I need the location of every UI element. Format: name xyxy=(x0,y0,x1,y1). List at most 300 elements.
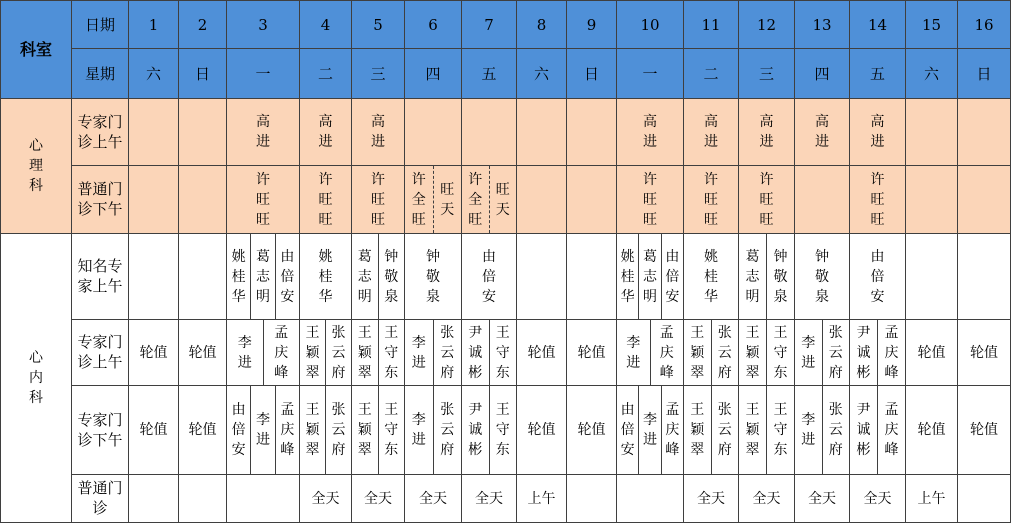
split-part xyxy=(227,386,250,474)
schedule-cell xyxy=(617,386,684,475)
weekday-cell: 四 xyxy=(795,49,850,99)
duty-name: 旺天 xyxy=(440,181,455,218)
split-part xyxy=(795,320,822,385)
split-part xyxy=(325,386,351,474)
duty-name: 轮值 xyxy=(139,422,168,438)
duty-name: 钟敬泉 xyxy=(815,248,829,305)
weekday-cell: 六 xyxy=(517,49,567,99)
date-cell: 14 xyxy=(850,1,906,49)
duty-name: 张云府 xyxy=(440,324,455,381)
schedule-cell xyxy=(684,320,739,386)
split-cell xyxy=(227,234,299,319)
split-part xyxy=(227,320,263,385)
schedule-cell xyxy=(352,99,405,166)
split-part xyxy=(325,320,351,385)
split-part xyxy=(684,386,711,474)
schedule-cell xyxy=(958,234,1011,320)
duty-name: 王颖翠 xyxy=(357,402,372,458)
date-cell: 6 xyxy=(405,1,462,49)
split-cell xyxy=(462,386,516,474)
schedule-cell xyxy=(462,386,517,475)
schedule-cell xyxy=(795,386,850,475)
duty-name: 王颖翠 xyxy=(305,402,320,458)
schedule-cell xyxy=(405,386,462,475)
split-cell xyxy=(684,320,738,385)
split-part xyxy=(352,386,378,474)
split-cell xyxy=(739,320,794,385)
duty-name: 轮值 xyxy=(527,422,556,438)
duty-name: 张云府 xyxy=(331,324,346,381)
duty-name: 上午 xyxy=(917,490,946,507)
duty-name: 全天 xyxy=(863,490,892,507)
schedule-cell xyxy=(405,475,462,523)
schedule-row xyxy=(1,475,1011,523)
duty-name: 王颖翠 xyxy=(305,324,320,381)
split-part xyxy=(739,320,766,385)
split-part xyxy=(822,320,850,385)
duty-name: 上午 xyxy=(527,490,556,507)
duty-name: 轮值 xyxy=(917,422,946,438)
schedule-row xyxy=(1,234,1011,320)
duty-name: 全天 xyxy=(364,490,392,507)
department-name xyxy=(1,99,72,234)
split-cell xyxy=(227,386,299,474)
schedule-cell xyxy=(129,320,179,386)
schedule-cell xyxy=(462,166,517,234)
duty-name: 由倍安 xyxy=(665,248,680,305)
duty-name: 王颖翠 xyxy=(690,402,705,458)
duty-name: 李进 xyxy=(255,412,270,448)
split-cell xyxy=(227,320,299,385)
schedule-cell xyxy=(517,386,567,475)
split-part xyxy=(711,320,739,385)
duty-name: 姚桂华 xyxy=(231,248,246,305)
weekday-cell: 日 xyxy=(179,49,227,99)
schedule-cell xyxy=(462,99,517,166)
split-part xyxy=(711,386,739,474)
duty-name: 李进 xyxy=(411,334,426,371)
schedule-body xyxy=(1,1,1011,523)
split-part xyxy=(661,386,683,474)
split-part xyxy=(275,234,299,319)
duty-name: 葛志明 xyxy=(642,248,657,305)
split-cell xyxy=(405,166,461,233)
split-part xyxy=(250,386,274,474)
slot-label-text: 专家门诊上午 xyxy=(77,112,123,151)
date-cell: 12 xyxy=(739,1,795,49)
split-part xyxy=(850,386,877,474)
duty-name: 轮值 xyxy=(188,344,217,361)
weekday-cell: 六 xyxy=(906,49,958,99)
schedule-cell xyxy=(179,166,227,234)
duty-name: 钟敬泉 xyxy=(773,248,788,305)
duty-name: 王守东 xyxy=(384,324,399,381)
schedule-cell xyxy=(300,386,352,475)
duty-name: 高进 xyxy=(704,114,718,150)
split-cell xyxy=(352,320,404,385)
split-part xyxy=(405,386,433,474)
schedule-cell xyxy=(795,320,850,386)
duty-name: 许旺旺 xyxy=(870,171,885,228)
duty-name: 葛志明 xyxy=(255,248,270,305)
slot-label-text: 专家门诊上午 xyxy=(77,333,123,371)
split-cell xyxy=(462,320,516,385)
duty-name: 全天 xyxy=(752,490,781,507)
duty-name: 许旺旺 xyxy=(371,171,385,228)
duty-name: 尹诚彬 xyxy=(856,402,871,458)
duty-name: 姚桂华 xyxy=(704,248,718,305)
schedule-cell xyxy=(129,234,179,320)
date-cell: 9 xyxy=(567,1,617,49)
schedule-cell xyxy=(567,386,617,475)
schedule-cell xyxy=(517,475,567,523)
split-cell xyxy=(617,386,683,474)
schedule-cell xyxy=(227,234,300,320)
date-cell: 11 xyxy=(684,1,739,49)
schedule-cell xyxy=(517,166,567,234)
duty-name: 许旺旺 xyxy=(318,171,333,228)
date-label: 日期 xyxy=(72,1,129,49)
duty-name: 轮值 xyxy=(577,344,606,361)
split-cell xyxy=(300,320,351,385)
schedule-cell xyxy=(739,234,795,320)
date-cell: 15 xyxy=(906,1,958,49)
schedule-cell xyxy=(850,166,906,234)
department-name-text: 心内科 xyxy=(29,350,43,406)
split-part xyxy=(489,386,517,474)
duty-name: 旺天 xyxy=(495,181,510,218)
split-part xyxy=(617,234,638,319)
split-cell xyxy=(739,386,794,474)
split-part xyxy=(433,386,462,474)
schedule-cell xyxy=(850,475,906,523)
duty-name: 高进 xyxy=(256,114,270,150)
schedule-cell xyxy=(795,475,850,523)
date-cell: 10 xyxy=(617,1,684,49)
schedule-cell xyxy=(179,320,227,386)
schedule-cell xyxy=(684,166,739,234)
duty-name: 孟庆峰 xyxy=(659,324,674,381)
schedule-cell xyxy=(179,99,227,166)
schedule-cell xyxy=(227,386,300,475)
duty-name: 李进 xyxy=(237,334,252,371)
schedule-cell xyxy=(129,166,179,234)
split-cell xyxy=(850,386,905,474)
schedule-cell xyxy=(517,234,567,320)
split-part xyxy=(877,386,905,474)
duty-name: 轮值 xyxy=(527,344,556,361)
split-part xyxy=(684,320,711,385)
weekday-cell: 四 xyxy=(405,49,462,99)
duty-name: 孟庆峰 xyxy=(665,402,680,458)
schedule-cell xyxy=(958,386,1011,475)
split-part xyxy=(638,386,660,474)
schedule-cell xyxy=(227,99,300,166)
schedule-cell xyxy=(684,234,739,320)
header-date-row xyxy=(1,1,1011,49)
duty-name: 全天 xyxy=(697,490,725,507)
duty-name: 尹诚彬 xyxy=(468,324,483,381)
schedule-cell xyxy=(517,99,567,166)
split-cell xyxy=(850,320,905,385)
split-part xyxy=(433,166,462,233)
duty-name: 葛志明 xyxy=(357,248,372,305)
split-part xyxy=(739,234,766,319)
date-cell: 1 xyxy=(129,1,179,49)
duty-name: 钟敬泉 xyxy=(426,248,440,305)
duty-name: 尹诚彬 xyxy=(468,402,483,458)
duty-name: 全天 xyxy=(311,490,340,507)
weekday-cell: 三 xyxy=(352,49,405,99)
duty-name: 许旺旺 xyxy=(256,171,270,228)
duty-name: 王颖翠 xyxy=(745,324,760,381)
date-cell: 4 xyxy=(300,1,352,49)
schedule-cell xyxy=(684,99,739,166)
schedule-cell xyxy=(906,475,958,523)
schedule-cell xyxy=(795,166,850,234)
weekday-cell: 五 xyxy=(850,49,906,99)
duty-name: 由倍安 xyxy=(482,248,496,305)
split-part xyxy=(850,320,877,385)
schedule-cell xyxy=(405,234,462,320)
slot-label xyxy=(72,386,129,475)
weekday-cell: 二 xyxy=(300,49,352,99)
schedule-cell xyxy=(352,166,405,234)
schedule-cell xyxy=(906,386,958,475)
split-part xyxy=(462,320,489,385)
duty-name: 孟庆峰 xyxy=(274,324,289,381)
duty-name: 王颖翠 xyxy=(690,324,705,381)
split-part xyxy=(766,320,794,385)
duty-name: 许全旺 xyxy=(468,171,483,228)
split-cell xyxy=(795,320,849,385)
department-name xyxy=(1,234,72,523)
split-part xyxy=(405,166,433,233)
split-part xyxy=(617,386,638,474)
schedule-cell xyxy=(617,320,684,386)
schedule-cell xyxy=(567,234,617,320)
duty-name: 全天 xyxy=(475,490,503,507)
split-cell xyxy=(684,386,738,474)
weekday-cell: 一 xyxy=(227,49,300,99)
split-cell xyxy=(739,234,794,319)
duty-name: 李进 xyxy=(626,334,641,371)
schedule-cell xyxy=(739,386,795,475)
split-cell xyxy=(352,234,404,319)
schedule-cell xyxy=(179,234,227,320)
split-part xyxy=(877,320,905,385)
split-part xyxy=(766,386,794,474)
schedule-cell xyxy=(352,386,405,475)
schedule-cell xyxy=(462,475,517,523)
duty-name: 王守东 xyxy=(495,402,510,458)
schedule-cell xyxy=(352,475,405,523)
slot-label xyxy=(72,234,129,320)
duty-name: 全天 xyxy=(419,490,447,507)
schedule-cell xyxy=(405,99,462,166)
split-part xyxy=(378,234,405,319)
duty-name: 孟庆峰 xyxy=(884,402,899,458)
duty-name: 孟庆峰 xyxy=(280,402,295,458)
slot-label xyxy=(72,166,129,234)
split-part xyxy=(462,166,489,233)
schedule-cell xyxy=(352,320,405,386)
schedule-cell xyxy=(405,166,462,234)
split-part xyxy=(822,386,850,474)
duty-name: 许旺旺 xyxy=(759,171,774,228)
split-cell xyxy=(617,320,683,385)
schedule-cell xyxy=(906,99,958,166)
split-part xyxy=(766,234,794,319)
duty-name: 轮值 xyxy=(188,422,217,438)
schedule-cell xyxy=(352,234,405,320)
date-cell: 8 xyxy=(517,1,567,49)
duty-name: 轮值 xyxy=(970,344,998,361)
split-part xyxy=(489,320,517,385)
split-part xyxy=(433,320,462,385)
weekday-cell: 五 xyxy=(462,49,517,99)
split-part xyxy=(638,234,660,319)
duty-name: 王颖翠 xyxy=(745,402,760,458)
split-part xyxy=(462,386,489,474)
split-part xyxy=(275,386,299,474)
schedule-cell xyxy=(739,166,795,234)
split-part xyxy=(352,234,378,319)
duty-name: 张云府 xyxy=(828,402,843,458)
schedule-cell xyxy=(850,234,906,320)
schedule-cell xyxy=(227,166,300,234)
slot-label-text: 普通门诊 xyxy=(77,479,123,517)
date-cell: 2 xyxy=(179,1,227,49)
schedule-cell xyxy=(906,320,958,386)
duty-name: 许旺旺 xyxy=(643,171,657,228)
date-cell: 16 xyxy=(958,1,1011,49)
split-cell xyxy=(617,234,683,319)
schedule-cell xyxy=(739,475,795,523)
schedule-cell xyxy=(617,166,684,234)
department-header: 科室 xyxy=(1,1,72,99)
split-part xyxy=(650,320,684,385)
schedule-cell xyxy=(567,475,617,523)
duty-name: 由倍安 xyxy=(620,402,635,458)
schedule-cell xyxy=(958,320,1011,386)
split-part xyxy=(378,386,405,474)
weekday-cell: 六 xyxy=(129,49,179,99)
duty-name: 姚桂华 xyxy=(318,248,333,305)
split-cell xyxy=(462,166,516,233)
schedule-cell xyxy=(179,475,227,523)
duty-name: 王颖翠 xyxy=(357,324,372,381)
split-cell xyxy=(795,386,849,474)
schedule-row xyxy=(1,386,1011,475)
split-part xyxy=(227,234,250,319)
duty-name: 高进 xyxy=(759,114,774,150)
slot-label-text: 普通门诊下午 xyxy=(77,180,123,218)
duty-name: 王守东 xyxy=(773,402,788,458)
duty-name: 张云府 xyxy=(717,324,732,381)
schedule-cell xyxy=(517,320,567,386)
duty-name: 高进 xyxy=(371,114,385,150)
department-name-text: 心理科 xyxy=(29,138,43,194)
schedule-cell xyxy=(795,234,850,320)
slot-label-text: 知名专家上午 xyxy=(77,257,123,295)
duty-name: 张云府 xyxy=(440,402,455,458)
slot-label xyxy=(72,475,129,523)
duty-name: 高进 xyxy=(643,114,657,150)
schedule-cell xyxy=(684,475,739,523)
schedule-cell xyxy=(684,386,739,475)
split-part xyxy=(300,320,325,385)
duty-name: 许旺旺 xyxy=(704,171,718,228)
date-cell: 7 xyxy=(462,1,517,49)
duty-name: 张云府 xyxy=(717,402,732,458)
schedule-cell xyxy=(300,320,352,386)
weekday-cell: 日 xyxy=(567,49,617,99)
schedule-cell xyxy=(567,166,617,234)
split-part xyxy=(617,320,650,385)
schedule-cell xyxy=(617,99,684,166)
slot-label xyxy=(72,99,129,166)
duty-name: 王守东 xyxy=(773,324,788,381)
duty-name: 高进 xyxy=(870,114,885,150)
date-cell: 5 xyxy=(352,1,405,49)
schedule-cell xyxy=(795,99,850,166)
split-part xyxy=(739,386,766,474)
schedule-cell xyxy=(300,166,352,234)
weekday-label: 星期 xyxy=(72,49,129,99)
duty-name: 孟庆峰 xyxy=(884,324,899,381)
schedule-cell xyxy=(300,234,352,320)
duty-name: 轮值 xyxy=(970,422,998,438)
split-cell xyxy=(300,386,351,474)
date-cell: 13 xyxy=(795,1,850,49)
duty-name: 尹诚彬 xyxy=(856,324,871,381)
schedule-cell xyxy=(850,99,906,166)
schedule-cell xyxy=(567,320,617,386)
duty-name: 王守东 xyxy=(384,402,399,458)
duty-name: 张云府 xyxy=(828,324,843,381)
schedule-cell xyxy=(129,386,179,475)
schedule-cell xyxy=(567,99,617,166)
schedule-cell xyxy=(300,99,352,166)
schedule-cell xyxy=(462,234,517,320)
schedule-row xyxy=(1,99,1011,166)
duty-name: 由倍安 xyxy=(280,248,295,305)
schedule-cell xyxy=(739,99,795,166)
schedule-row xyxy=(1,320,1011,386)
duty-name: 高进 xyxy=(318,114,333,150)
weekday-cell: 三 xyxy=(739,49,795,99)
duty-name: 轮值 xyxy=(577,422,606,438)
duty-name: 李进 xyxy=(642,412,657,448)
schedule-row xyxy=(1,166,1011,234)
slot-label-text: 专家门诊下午 xyxy=(77,410,123,449)
schedule-cell xyxy=(129,99,179,166)
schedule-cell xyxy=(227,475,300,523)
split-part xyxy=(352,320,378,385)
schedule-cell xyxy=(300,475,352,523)
duty-name: 高进 xyxy=(815,114,829,150)
schedule-cell xyxy=(958,99,1011,166)
schedule-cell xyxy=(179,386,227,475)
schedule-cell xyxy=(462,320,517,386)
duty-name: 由倍安 xyxy=(870,248,885,305)
duty-name: 李进 xyxy=(801,334,816,371)
duty-name: 葛志明 xyxy=(745,248,760,305)
schedule-cell xyxy=(405,320,462,386)
split-cell xyxy=(405,386,461,474)
duty-name: 张云府 xyxy=(331,402,346,458)
